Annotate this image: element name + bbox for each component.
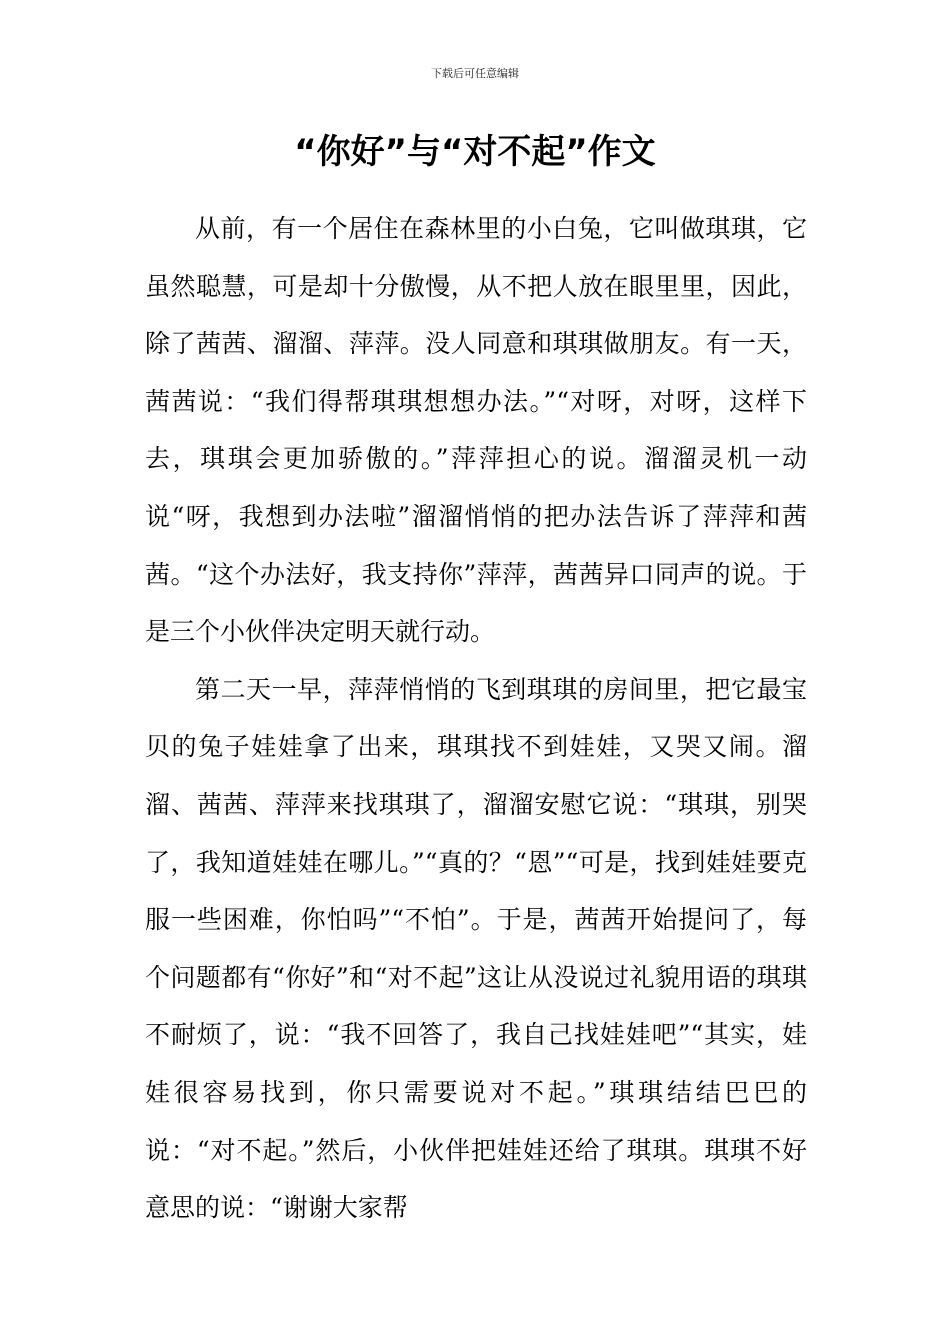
document-body (145, 200, 807, 1237)
paragraph-2: 第二天一早，萍萍悄悄的飞到琪琪的房间里，把它最宝贝的兔子娃娃拿了出来，琪琪找不到娃娃，又哭又闹。溜溜、茜茜、萍萍来找琪琪了，溜溜安慰它说：“琪琪，别哭了，我知道娃娃在哪儿。”“真的？“恩”“可是，找到娃娃要克服一些困难，你怕吗”“不怕”。于是，茜茜开始提问了，每个问题都有“你好”和“对不起”这让从没说过礼貌用语的琪琪不耐烦了，说：“我不回答了，我自己找娃娃吧”“其实，娃娃很容易找到，你只需要说对不起。”琪琪结结巴巴的说：“对不起。”然后，小伙伴把娃娃还给了琪琪。琪琪不好意思的说：“谢谢大家帮 (145, 674, 807, 1223)
document-title: “你好”与“对不起”作文 (294, 132, 656, 172)
paragraph-1: 从前，有一个居住在森林里的小白兔，它叫做琪琪，它虽然聪慧，可是却十分傲慢，从不把人放在眼里里，因此，除了茜茜、溜溜、萍萍。没人同意和琪琪做朋友。有一天，茜茜说：“我们得帮琪琪想想办法。”“对呀，对呀，这样下去，琪琪会更加骄傲的。”萍萍担心的说。溜溜灵机一动说“呀，我想到办法啦”溜溜悄悄的把办法告诉了萍萍和茜茜。“这个办法好，我支持你”萍萍，茜茜异口同声的说。于是三个小伙伴决定明天就行动。 (145, 214, 807, 647)
header-note: 下载后可任意编辑 (431, 67, 519, 80)
